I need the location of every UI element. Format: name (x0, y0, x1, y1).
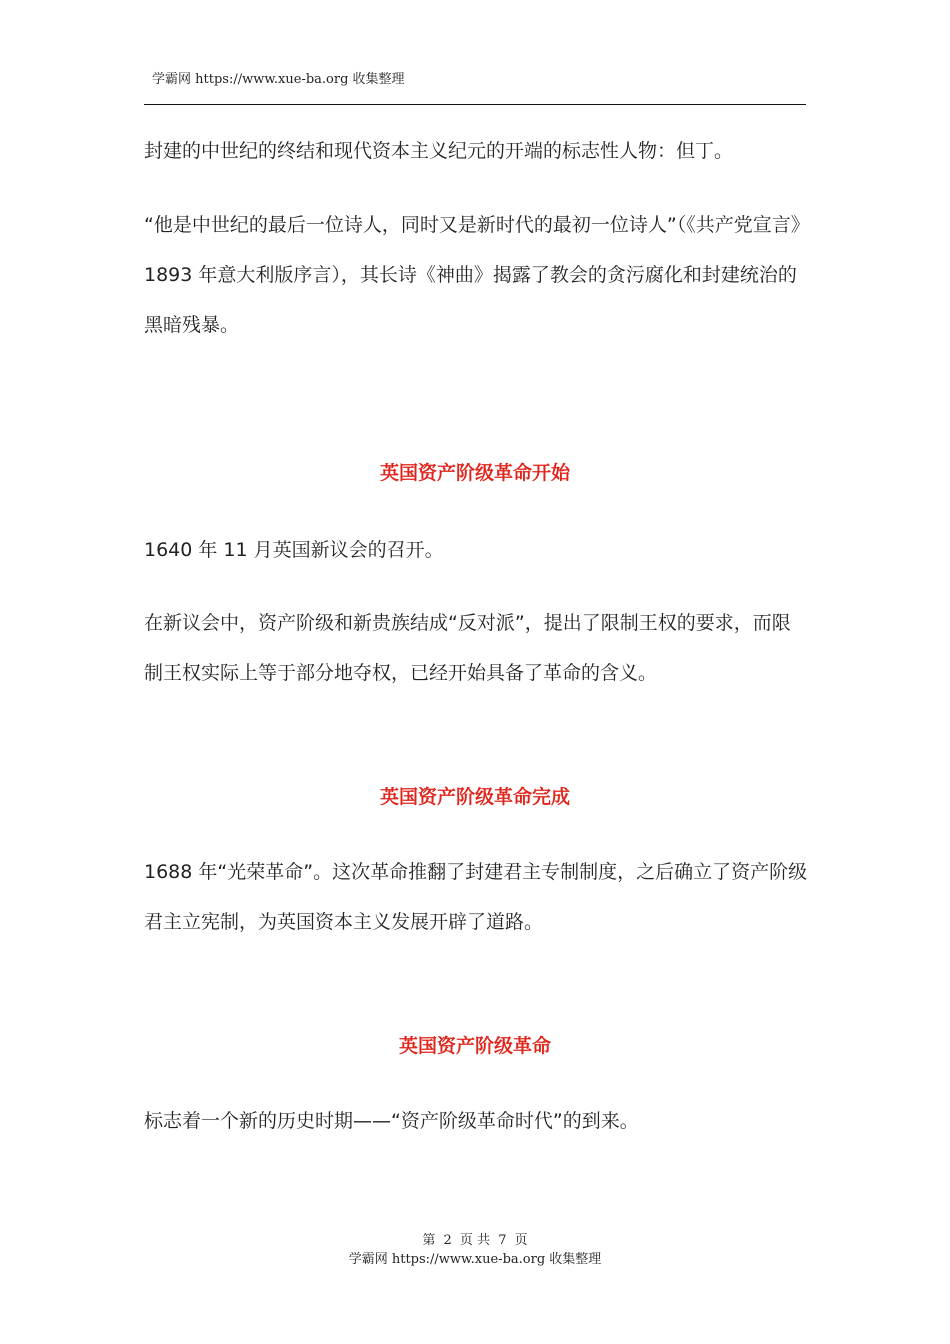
paragraph-new-parliament: 在新议会中，资产阶级和新贵族结成“反对派”，提出了限制王权的要求，而限制王权实际上等于部分地夺权，已经开始具备了革命的含义。 (144, 612, 791, 684)
paragraph-new-era: 标志着一个新的历史时期——“资产阶级革命时代”的到来。 (144, 1110, 639, 1132)
paragraph-1688: 1688 年“光荣革命”。这次革命推翻了封建君主专制制度，之后确立了资产阶级君主立宪制，为英国资本主义发展开辟了道路。 (144, 861, 808, 933)
page-suffix: 页 (514, 1233, 528, 1248)
page-total: 7 (498, 1233, 507, 1248)
page-prefix: 第 (422, 1233, 436, 1248)
heading-revolution-complete: 英国资产阶级革命完成 (379, 786, 570, 808)
page-number (0, 1229, 950, 1248)
page-current: 2 (443, 1233, 452, 1248)
paragraph-dante: 封建的中世纪的终结和现代资本主义纪元的开端的标志性人物：但丁。 (144, 140, 734, 162)
heading-revolution: 英国资产阶级革命 (398, 1035, 551, 1057)
header-divider (144, 104, 806, 105)
heading-revolution-start: 英国资产阶级革命开始 (379, 462, 570, 484)
page-header: 学霸网 https://www.xue-ba.org 收集整理 (152, 72, 405, 87)
page-middle: 页 共 (459, 1233, 491, 1248)
page-footer-source: 学霸网 https://www.xue-ba.org 收集整理 (348, 1252, 602, 1267)
paragraph-dante-quote: “他是中世纪的最后一位诗人，同时又是新时代的最初一位诗人”（《共产党宣言》1893 年意大利版序言），其长诗《神曲》揭露了教会的贪污腐化和封建统治的黑暗残暴。 (144, 214, 801, 336)
paragraph-1640: 1640 年 11 月英国新议会的召开。 (144, 539, 444, 561)
